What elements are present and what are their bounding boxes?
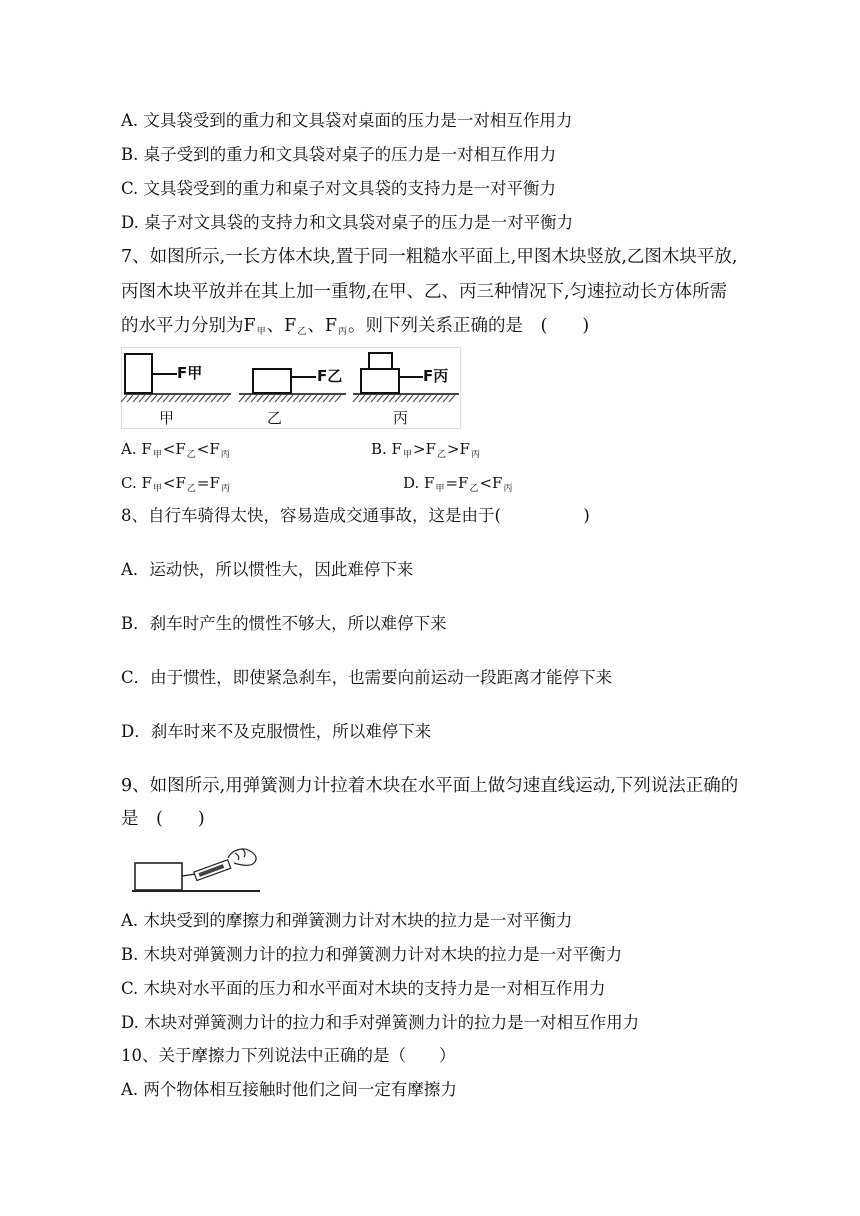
q8-option-b: B．刹车时产生的惯性不够大，所以难停下来 [121,614,447,633]
q7-option-d: D. $F_甲=F_乙<F_丙$ [403,474,513,494]
q6-option-a: A. 文具袋受到的重力和文具袋对桌面的压力是一对相互作用力 [121,111,573,130]
force-label-yi: F乙 [317,367,343,385]
q6-option-d: D. 桌子对文具袋的支持力和文具袋对桌子的压力是一对平衡力 [121,213,574,232]
q7-text-line2: 丙图木块平放并在其上加一重物,在甲、乙、丙三种情况下,匀速拉动长方体所需 [121,282,728,302]
q9-option-d: D. 木块对弹簧测力计的拉力和手对弹簧测力计的拉力是一对相互作用力 [121,1013,640,1032]
q7-text-line3: 的水平力分别为$F_甲$、$F_乙$、$F_丙$。则下列关系正确的是 ( ) [121,316,590,337]
extra-weight [369,353,392,369]
q8-option-c: C．由于惯性，即使紧急刹车，也需要向前运动一段距离才能停下来 [121,668,613,687]
spring-scale [194,860,231,881]
q6-option-b: B. 桌子受到的重力和文具袋对桌子的压力是一对相互作用力 [121,145,557,164]
caption-jia: 甲 [159,409,175,427]
q9-option-a: A. 木块受到的摩擦力和弹簧测力计对木块的拉力是一对平衡力 [121,911,573,930]
q7-option-c: C. $F_甲<F_乙=F_丙$ [121,474,230,494]
hand-outline [228,849,256,865]
block-flat-bing [361,369,399,393]
q9-option-b: B. 木块对弹簧测力计的拉力和弹簧测力计对木块的拉力是一对平衡力 [121,945,623,964]
caption-bing: 丙 [393,409,409,427]
wood-block [135,863,182,890]
q7-text-line1: 7、如图所示,一长方体木块,置于同一粗糙水平面上,甲图木块竖放,乙图木块平放, [121,247,738,267]
hook-string [182,874,196,876]
q9-spring-scale-diagram [132,841,262,893]
q7-option-a: A. $F_甲<F_乙<F_丙$ [121,440,230,460]
q7-option-b: B. $F_甲>F_乙>F_丙$ [371,440,480,460]
block-flat-yi [253,369,291,393]
caption-yi: 乙 [267,409,283,427]
q9-option-c: C. 木块对水平面的压力和水平面对木块的支持力是一对相互作用力 [121,979,606,998]
q8-option-a: A．运动快，所以惯性大，因此难停下来 [121,560,414,579]
q8-option-d: D．刹车时来不及克服惯性，所以难停下来 [121,722,432,741]
q9-text-line1: 9、如图所示,用弹簧测力计拉着木块在水平面上做匀速直线运动,下列说法正确的 [121,776,739,796]
q10-question: 10、关于摩擦力下列说法中正确的是（ ） [121,1046,456,1065]
q9-figure [132,841,262,893]
q9-text-line2: 是 ( ) [121,809,205,829]
q6-option-c: C. 文具袋受到的重力和桌子对文具袋的支持力是一对平衡力 [121,179,557,198]
block-upright [125,354,152,393]
ground-bing [353,394,459,402]
q8-question: 8、自行车骑得太快，容易造成交通事故，这是由于( ) [121,506,590,525]
force-label-jia: F甲 [177,364,203,382]
q10-option-a: A. 两个物体相互接触时他们之间一定有摩擦力 [121,1080,457,1099]
ground-jia [121,394,231,402]
force-label-bing: F丙 [423,367,449,385]
q7-figure [121,347,461,429]
ground-yi [239,394,346,402]
